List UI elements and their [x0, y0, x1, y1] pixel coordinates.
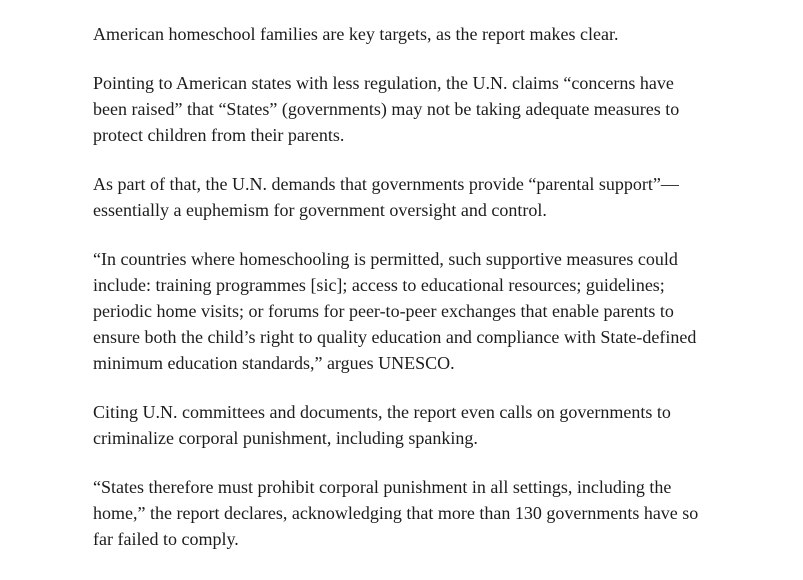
paragraph-unesco-quote: “In countries where homeschooling is permitted, such supportive measures could include: training programmes [sic]; access to educational resources; guidelines; periodic home visits; or forums for peer-to-peer exchanges that enable parents to ensure both the child’s right to quality education and compliance with State-defined minimum education standards,” argues UNESCO.: [93, 249, 697, 373]
paragraph-key-targets: American homeschool families are key targets, as the report makes clear.: [93, 24, 619, 44]
paragraph-corporal-punishment: Citing U.N. committees and documents, the report even calls on governments to criminalize corporal punishment, including spanking.: [93, 402, 671, 448]
paragraph-less-regulation: Pointing to American states with less regulation, the U.N. claims “concerns have been raised” that “States” (governments) may not be taking adequate measures to protect children from their parents.: [93, 73, 680, 145]
paragraph-states-prohibit: “States therefore must prohibit corporal punishment in all settings, including the home,” the report declares, acknowledging that more than 130 governments have so far failed to comply.: [93, 477, 699, 549]
paragraph-parental-support: As part of that, the U.N. demands that governments provide “parental support”—essentially a euphemism for government oversight and control.: [93, 174, 679, 220]
